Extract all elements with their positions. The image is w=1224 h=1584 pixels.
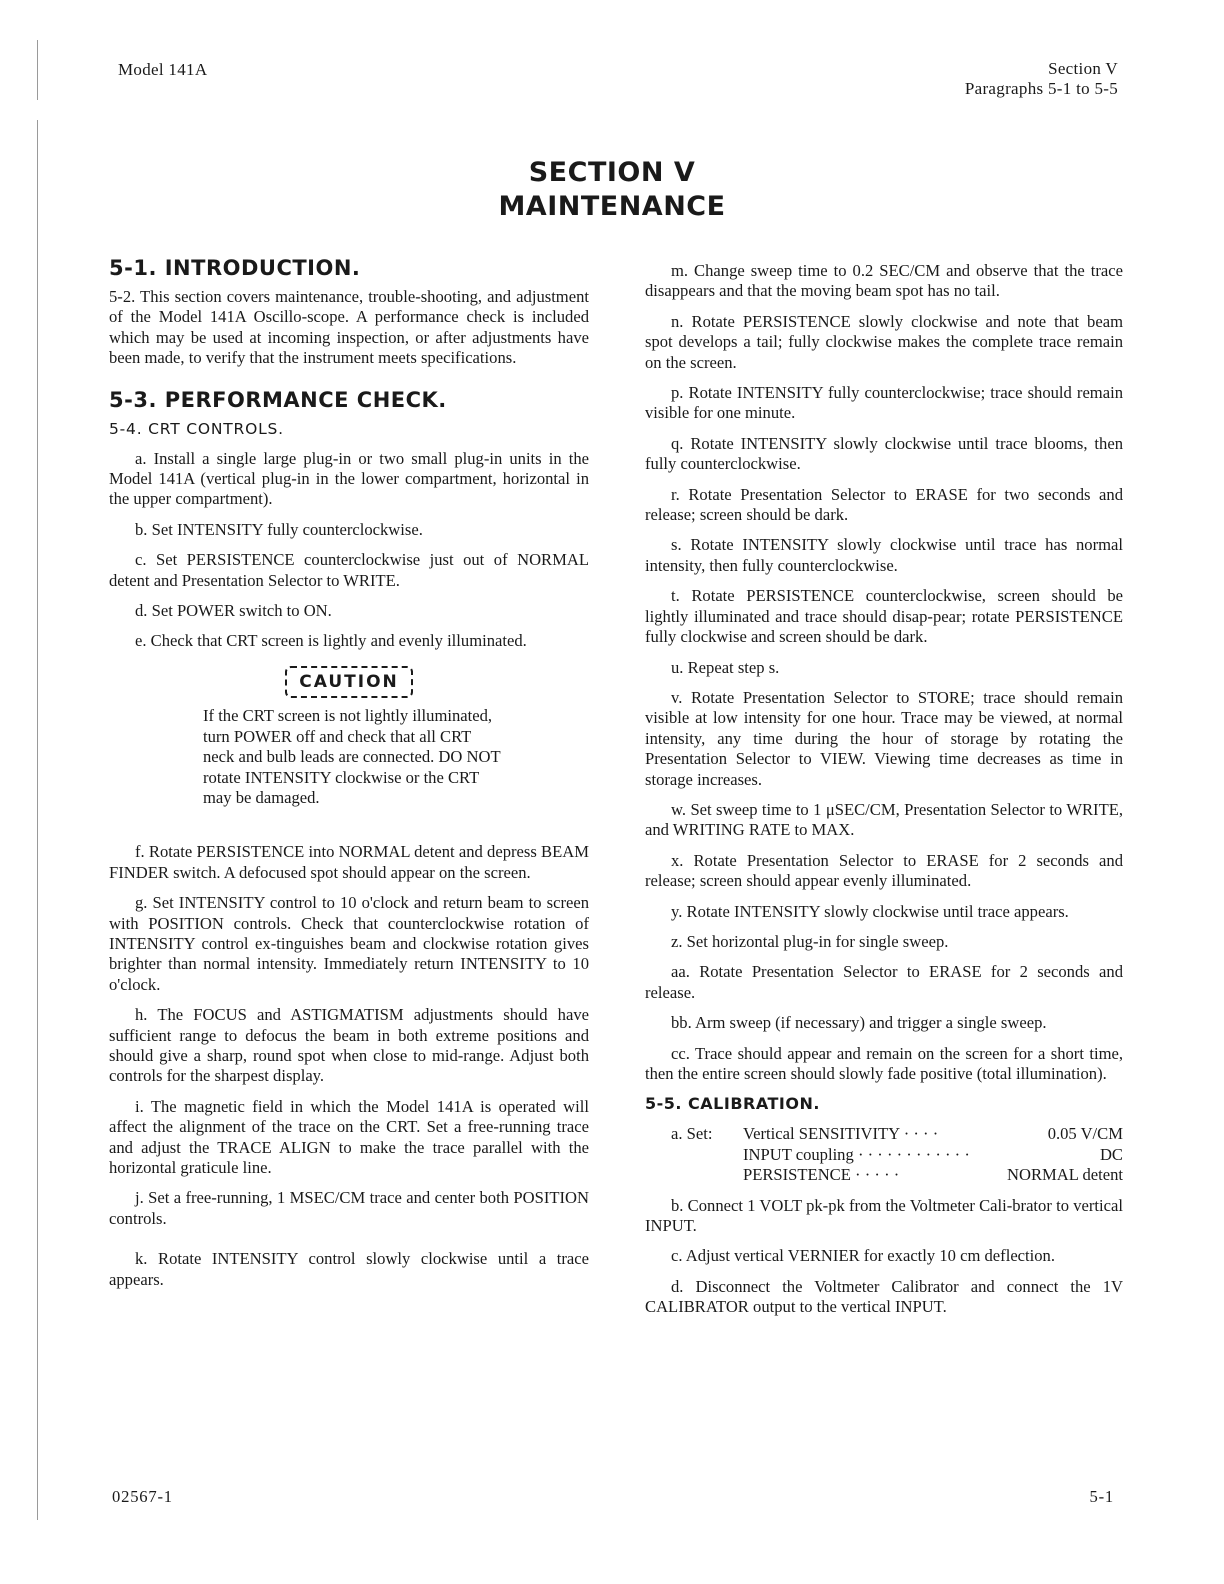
- crt-controls-heading: 5-4. CRT CONTROLS.: [109, 419, 284, 438]
- step-cc: cc. Trace should appear and remain on the screen for a short time, then the entire screen should slowly fade positive (total illumination).: [645, 1043, 1123, 1083]
- settings-item: [743, 1165, 1123, 1185]
- settings-value: DC: [1099, 1144, 1123, 1164]
- left-column: [109, 255, 589, 1300]
- settings-item-name: Vertical SENSITIVITY: [743, 1124, 900, 1144]
- step-y: y. Rotate INTENSITY slowly clockwise until trace appears.: [671, 901, 1069, 921]
- step-w: w. Set sweep time to 1 μSEC/CM, Presentation Selector to WRITE, and WRITING RATE to MAX.: [645, 799, 1123, 840]
- step-a: a. Install a single large plug-in or two small plug-in units in the Model 141A (vertical plug-in in the lower compartment, horizontal in the upper compartment).: [109, 448, 589, 509]
- step-m: m. Change sweep time to 0.2 SEC/CM and observe that the trace disappears and that the moving beam spot has no tail.: [645, 261, 1123, 301]
- step-e: e. Check that CRT screen is lightly and evenly illuminated.: [135, 631, 527, 651]
- step-q: q. Rotate INTENSITY slowly clockwise until trace blooms, then fully counterclockwise.: [645, 433, 1123, 474]
- page-title: [0, 156, 1224, 224]
- settings-item: [743, 1124, 1123, 1144]
- paragraph-5-2: 5-2. This section covers maintenance, trouble-shooting, and adjustment of the Model 141A Oscillo-scope. A performance check is included which may be used at incoming inspection, or after adjustments have been made, to verify that the instrument meets specifications.: [109, 287, 589, 368]
- settings-dots: · · · · ·: [855, 1165, 900, 1185]
- introduction-heading: 5-1. INTRODUCTION.: [109, 256, 361, 280]
- step-b: b. Set INTENSITY fully counterclockwise.: [135, 519, 423, 539]
- header-section-label: Section V: [1048, 59, 1118, 78]
- cal-step-d: d. Disconnect the Voltmeter Calibrator and connect the 1V CALIBRATOR output to the vertical INPUT.: [645, 1276, 1123, 1317]
- step-s: s. Rotate INTENSITY slowly clockwise until trace has normal intensity, then fully counterclockwise.: [645, 535, 1123, 575]
- settings-row: [645, 1145, 1123, 1165]
- title-maintenance: MAINTENANCE: [498, 191, 726, 222]
- step-p: p. Rotate INTENSITY fully counterclockwise; trace should remain visible for one minute.: [645, 383, 1123, 423]
- step-z: z. Set horizontal plug-in for single sweep.: [671, 931, 949, 951]
- step-f: f. Rotate PERSISTENCE into NORMAL detent and depress BEAM FINDER switch. A defocused spot should appear on the screen.: [109, 842, 589, 882]
- step-c: c. Set PERSISTENCE counterclockwise just out of NORMAL detent and Presentation Selector to WRITE.: [109, 550, 589, 590]
- step-h: h. The FOCUS and ASTIGMATISM adjustments should have sufficient range to defocus the beam in both extreme positions and should give a sharp, round spot when close to mid-range. Adjust both controls for the sharpest display.: [109, 1005, 589, 1086]
- calibration-heading: 5-5. CALIBRATION.: [645, 1094, 820, 1114]
- calibration-settings: [645, 1124, 1123, 1185]
- step-j: j. Set a free-running, 1 MSEC/CM trace and center both POSITION controls.: [109, 1188, 589, 1228]
- settings-item-name: PERSISTENCE: [743, 1165, 851, 1185]
- settings-row: [645, 1165, 1123, 1185]
- step-v: v. Rotate Presentation Selector to STORE; trace should remain visible at low intensity for one hour. Trace may be viewed, at normal intensity, any time during the hour of storage by rotating the Presentation Selector to VIEW. Viewing time decreases as time in storage increases.: [645, 687, 1123, 789]
- cal-step-b: b. Connect 1 VOLT pk-pk from the Voltmeter Cali-brator to vertical INPUT.: [645, 1195, 1123, 1236]
- binding-edge-mark: [37, 40, 38, 100]
- step-i: i. The magnetic field in which the Model 141A is operated will affect the alignment of the trace on the CRT. Set a free-running trace and adjust the TRACE ALIGN to make the trace parallel with the horizontal graticule line.: [109, 1096, 589, 1177]
- step-aa: aa. Rotate Presentation Selector to ERASE for 2 seconds and release.: [645, 962, 1123, 1002]
- document-number: 02567-1: [112, 1487, 173, 1506]
- step-d: d. Set POWER switch to ON.: [135, 601, 332, 621]
- settings-dots: · · · ·: [903, 1124, 939, 1144]
- step-k: k. Rotate INTENSITY control slowly clockwise until a trace appears.: [109, 1249, 589, 1289]
- step-bb: bb. Arm sweep (if necessary) and trigger a single sweep.: [671, 1013, 1047, 1033]
- step-u: u. Repeat step s.: [671, 657, 780, 677]
- caution-text: If the CRT screen is not lightly illuminated, turn POWER off and check that all CRT neck and bulb leads are connected. DO NOT rotate INTENSITY clockwise or the CRT may be damaged.: [203, 706, 501, 807]
- step-t: t. Rotate PERSISTENCE counterclockwise, screen should be lightly illuminated and trace should disap-pear; rotate PERSISTENCE fully clockwise and screen should be dark.: [645, 586, 1123, 647]
- settings-dots: · · · · · · · · · · · ·: [857, 1144, 970, 1164]
- settings-item: [743, 1145, 1123, 1165]
- header-paragraphs: Paragraphs 5-1 to 5-5: [964, 79, 1118, 98]
- title-section: SECTION V: [528, 157, 696, 188]
- step-r: r. Rotate Presentation Selector to ERASE for two seconds and release; screen should be dark.: [645, 484, 1123, 525]
- settings-value: NORMAL detent: [1007, 1165, 1123, 1185]
- step-x: x. Rotate Presentation Selector to ERASE for 2 seconds and release; screen should appear evenly illuminated.: [645, 850, 1123, 891]
- caution-label: CAUTION: [285, 666, 413, 698]
- binding-edge-line: [37, 120, 38, 1520]
- settings-row: [645, 1124, 1123, 1144]
- header-model: Model 141A: [118, 60, 208, 79]
- settings-value: 0.05 V/CM: [1047, 1124, 1123, 1144]
- header-section: [965, 59, 1118, 99]
- step-n: n. Rotate PERSISTENCE slowly clockwise and note that beam spot develops a tail; fully clockwise makes the complete trace remain on the screen.: [645, 311, 1123, 372]
- right-column: [645, 261, 1123, 1328]
- settings-prefix: a. Set:: [671, 1124, 713, 1144]
- cal-step-c: c. Adjust vertical VERNIER for exactly 10 cm deflection.: [671, 1246, 1056, 1266]
- caution-box: [109, 666, 589, 698]
- settings-item-name: INPUT coupling: [743, 1144, 854, 1164]
- page-number: 5-1: [1089, 1487, 1114, 1506]
- step-g: g. Set INTENSITY control to 10 o'clock and return beam to screen with POSITION controls. Check that counterclockwise rotation of INTENSITY control ex-tinguishes beam and clockwise rotation gives brighter than normal intensity. Immediately return INTENSITY to 10 o'clock.: [109, 893, 589, 994]
- performance-check-heading: 5-3. PERFORMANCE CHECK.: [109, 387, 447, 412]
